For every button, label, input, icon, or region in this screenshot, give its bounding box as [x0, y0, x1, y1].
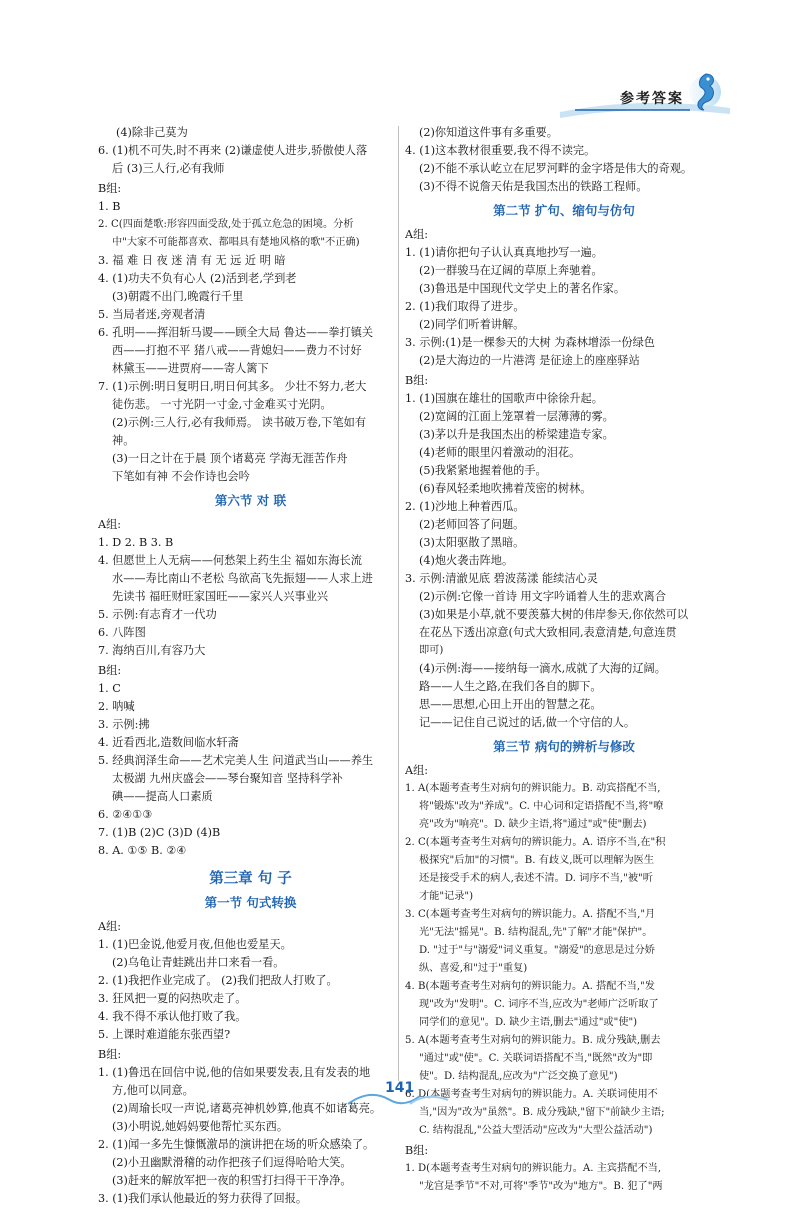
- answer-line: 思——思想,心田上开出的智慧之花。: [419, 698, 602, 711]
- answer-line: 同学们的意见"。D. 缺少主语,删去"通过"或"使"): [419, 1017, 638, 1028]
- answer-line: (5)我紧紧地握着他的手。: [419, 464, 547, 477]
- seahorse-icon: [688, 70, 718, 114]
- answer-line: 3. C(本题考查考生对病句的辨识能力。A. 搭配不当,"月: [405, 909, 656, 920]
- answer-line: 1. (1)鲁迅在回信中说,他的信如果要发表,且有发表的地: [98, 1066, 371, 1079]
- answer-line: (3)朝霞不出门,晚霞行千里: [112, 290, 244, 303]
- answer-line: 路——人生之路,在我们各自的脚下。: [419, 680, 602, 693]
- answer-line: 2. (1)我们取得了进步。: [405, 300, 525, 313]
- answer-line: 4. 我不得不承认他打败了我。: [98, 1010, 247, 1023]
- answer-line: 西——打抱不平 猪八戒——背媳妇——费力不讨好: [112, 344, 362, 357]
- section-heading: 第六节 对 联: [214, 493, 287, 508]
- answer-line: 太极湖 九州庆盛会——琴台聚知音 坚持科学补: [112, 772, 343, 785]
- answer-line: 5. 当局者迷,旁观者清: [98, 308, 206, 321]
- answer-line: (2)周瑜长叹一声说,诸葛亮神机妙算,他真不如诸葛亮。: [112, 1102, 382, 1115]
- group-label: B组:: [405, 374, 429, 387]
- answer-line: 2. (1)我把作业完成了。 (2)我们把敌人打败了。: [98, 974, 338, 987]
- answer-line: 当,"因为"改为"虽然"。B. 成分残缺,"留下"前缺少主语;: [419, 1107, 665, 1118]
- answer-line: C. 结构混乱,"公益大型活动"应改为"大型公益活动"): [419, 1125, 653, 1136]
- answer-line: 现"改为"发明"。C. 词序不当,应改为"老师广泛听取了: [419, 999, 659, 1010]
- answer-line: 6. 孔明——挥泪斩马谡——顾全大局 鲁达——拳打镇关: [98, 326, 374, 339]
- answer-line: 1. B: [98, 200, 121, 213]
- answer-line: 2. (1)沙地上种着西瓜。: [405, 500, 525, 513]
- answer-line: (3)一日之计在于晨 顶个诸葛亮 学海无涯苦作舟: [112, 452, 348, 465]
- answer-line: 6. (1)机不可失,时不再来 (2)谦虚使人进步,骄傲使人落: [98, 144, 368, 157]
- answer-line: 4. B(本题考查考生对病句的辨识能力。A. 搭配不当,"发: [405, 981, 655, 992]
- answer-line: (2)宽阔的江面上笼罩着一层薄薄的雾。: [419, 410, 614, 423]
- answer-line: 5. 经典润泽生命——艺术完美人生 问道武当山——养生: [98, 754, 374, 767]
- answer-line: 林黛玉——进贾府——寄人篱下: [112, 362, 269, 375]
- answer-line: 5. A(本题考查考生对病句的辨识能力。B. 成分残缺,删去: [405, 1035, 661, 1046]
- answer-line: (3)不得不说詹天佑是我国杰出的铁路工程师。: [419, 180, 648, 193]
- answer-line: 4. (1)这本教材很重要,我不得不读完。: [405, 144, 596, 157]
- answer-line: 将"锻炼"改为"养成"。C. 中心词和定语搭配不当,将"嘹: [419, 801, 664, 812]
- answer-line: 3. 福 难 日 夜 迷 清 有 无 远 近 明 暗: [98, 254, 286, 267]
- answer-line: (3)如果是小草,就不要羡慕大树的伟岸参天,你依然可以: [419, 608, 689, 621]
- answer-line: 光"无法"摇晃"。B. 结构混乱,先"了解"才能"保护"。: [419, 927, 653, 938]
- answer-line: 碘——提高人口素质: [112, 790, 213, 803]
- answer-line: (2)同学们听着讲解。: [419, 318, 525, 331]
- answer-line: 2. 呐喊: [98, 700, 135, 713]
- column-divider: [398, 126, 399, 1081]
- answer-line: 即可): [419, 645, 444, 656]
- answer-line: (3)鲁迅是中国现代文学史上的著名作家。: [419, 282, 626, 295]
- answer-line: (2)老师回答了问题。: [419, 518, 525, 531]
- answer-line: 7. (1)示例:明日复明日,明日何其多。 少壮不努力,老大: [98, 380, 367, 393]
- answer-line: 6. ②④①③: [98, 808, 153, 821]
- left-column: [98, 124, 403, 1208]
- answer-line: 1. D 2. B 3. B: [98, 536, 174, 549]
- answer-line: 3. 示例:清澈见底 碧波荡漾 能续洁心灵: [405, 572, 598, 585]
- answer-line: (2)示例:三人行,必有我师焉。 读书破万卷,下笔如有: [112, 416, 367, 429]
- right-column: [405, 124, 723, 1196]
- answer-line: (2)小丑幽默滑稽的动作把孩子们逗得哈哈大笑。: [112, 1156, 352, 1169]
- group-label: B组:: [405, 1144, 429, 1157]
- answer-line: (2)你知道这件事有多重要。: [419, 126, 558, 139]
- answer-line: 下笔如有神 不会作诗也会吟: [112, 470, 250, 483]
- answer-line: 3. 狂风把一夏的闷热吹走了。: [98, 992, 247, 1005]
- answer-line: (3)太阳驱散了黑暗。: [419, 536, 525, 549]
- answer-line: 3. 示例:(1)是一棵参天的大树 为森林增添一份绿色: [405, 336, 655, 349]
- chapter-heading: 第三章 句 子: [209, 871, 292, 887]
- answer-line: 1. A(本题考查考生对病句的辨识能力。B. 动宾搭配不当,: [405, 783, 661, 794]
- answer-line: "龙宫是季节"不对,可将"季节"改为"地方"。B. 犯了"两: [419, 1181, 663, 1192]
- answer-line: 4. (1)功夫不负有心人 (2)活到老,学到老: [98, 272, 297, 285]
- answer-line: 后 (3)三人行,必有我师: [112, 162, 225, 175]
- answer-line: 神。: [112, 434, 135, 447]
- answer-line: 才能"记录"): [419, 891, 474, 902]
- group-label: B组:: [98, 1048, 122, 1061]
- answer-line: 3. 示例:拂: [98, 718, 150, 731]
- answer-line: 2. (1)闻一多先生慷慨激昂的演讲把在场的听众感染了。: [98, 1138, 375, 1151]
- answer-line: (4)炮火袭击阵地。: [419, 554, 514, 567]
- answer-line: 7. 海纳百川,有容乃大: [98, 644, 206, 657]
- answer-line: 6. 八阵图: [98, 626, 146, 639]
- answer-line: (2)乌龟让青蛙跳出井口来看一看。: [112, 956, 285, 969]
- answer-line: 极探究"后加"的习惯"。B. 有歧义,既可以理解为医生: [419, 855, 655, 866]
- answer-line: 纵、喜爱,和"过于"重复): [419, 963, 528, 974]
- answer-line: 8. A. ①⑤ B. ②④: [98, 844, 187, 857]
- header-title: 参考答案: [620, 91, 684, 107]
- page-header: [0, 0, 800, 120]
- group-label: A组:: [405, 764, 429, 777]
- answer-line: (2)示例:它像一首诗 用文字吟诵着人生的悲欢离合: [419, 590, 666, 603]
- answer-line: 使"。D. 结构混乱,应改为"广泛交换了意见"): [419, 1071, 618, 1082]
- answer-line: 5. 示例:有志育才一代功: [98, 608, 217, 621]
- answer-line: 1. (1)请你把句子认认真真地抄写一遍。: [405, 246, 603, 259]
- answer-line: 徒伤悲。 一寸光阴一寸金,寸金难买寸光阴。: [112, 398, 332, 411]
- answer-line: 7. (1)B (2)C (3)D (4)B: [98, 826, 221, 839]
- answer-line: 方,他可以同意。: [112, 1084, 194, 1097]
- answer-line: (2)一群骏马在辽阔的草原上奔驰着。: [419, 264, 603, 277]
- answer-line: (4)示例:海——接纳每一滴水,成就了大海的辽阔。: [419, 662, 666, 675]
- answer-line: (4)老师的眼里闪着激动的泪花。: [419, 446, 581, 459]
- answer-line: (6)春风轻柔地吹拂着茂密的树林。: [419, 482, 592, 495]
- group-label: A组:: [98, 518, 122, 531]
- section-heading: 第二节 扩句、缩句与仿句: [493, 203, 635, 218]
- answer-line: (2)是大海边的一片港湾 是征途上的座座驿站: [419, 354, 640, 367]
- answer-line: 1. C: [98, 682, 121, 695]
- answer-line: 3. (1)我们承认他最近的努力获得了回报。: [98, 1192, 308, 1205]
- answer-line: (4)除非己莫为: [116, 126, 188, 139]
- answer-line: 5. 上课时难道能东张西望?: [98, 1028, 231, 1041]
- section-heading: 第一节 句式转换: [204, 895, 297, 910]
- answer-line: 1. (1)巴金说,他爱月夜,但他也爱星天。: [98, 938, 292, 951]
- answer-line: "通过"或"使"。C. 关联词语搭配不当,"既然"改为"即: [419, 1053, 653, 1064]
- answer-line: 6. D(本题考查考生对病句的辨识能力。A. 关联词使用不: [405, 1089, 658, 1100]
- answer-line: 中"大家不可能都喜欢、都唱具有楚地风格的歌"不正确): [112, 237, 360, 248]
- page-number: 141: [385, 1080, 415, 1096]
- answer-line: 在花丛下透出凉意(句式大致相同,表意清楚,句意连贯: [419, 626, 677, 639]
- answer-line: 先读书 福旺财旺家国旺——家兴人兴事业兴: [112, 590, 329, 603]
- group-label: B组:: [98, 664, 122, 677]
- answer-line: 亮"改为"响亮"。D. 缺少主语,将"通过"或"使"删去): [419, 819, 647, 830]
- group-label: A组:: [405, 228, 429, 241]
- answer-line: 4. 但愿世上人无病——何愁架上药生尘 福如东海长流: [98, 554, 362, 567]
- answer-line: 还是接受手术的病人,表述不清。D. 词序不当,"被"听: [419, 873, 653, 884]
- answer-line: 2. C(本题考查考生对病句的辨识能力。A. 语序不当,在"积: [405, 837, 666, 848]
- answer-line: D. "过于"与"溺爱"词义重复。"溺爱"的意思是过分娇: [419, 945, 655, 956]
- answer-line: (3)茅以升是我国杰出的桥梁建造专家。: [419, 428, 614, 441]
- section-heading: 第三节 病句的辨析与修改: [493, 739, 635, 754]
- group-label: B组:: [98, 182, 122, 195]
- answer-line: (3)小明说,她妈妈要他帮忙买东西。: [112, 1120, 289, 1133]
- answer-line: 4. 近看西北,造数间临水轩斋: [98, 736, 239, 749]
- answer-line: 2. C(四面楚歌:形容四面受敌,处于孤立危急的困境。分析: [98, 219, 354, 230]
- answer-line: (2)不能不承认屹立在尼罗河畔的金字塔是伟大的奇观。: [419, 162, 693, 175]
- answer-line: 1. (1)国旗在雄壮的国歌声中徐徐升起。: [405, 392, 603, 405]
- group-label: A组:: [98, 920, 122, 933]
- answer-line: 记——记住自己说过的话,做一个守信的人。: [419, 716, 636, 729]
- answer-line: (3)赶来的解放军把一夜的积雪打扫得干干净净。: [112, 1174, 352, 1187]
- answer-line: 水——寿比南山不老松 鸟欲高飞先振翅——人求上进: [112, 572, 373, 585]
- answer-line: 1. D(本题考查考生对病句的辨识能力。A. 主宾搭配不当,: [405, 1163, 662, 1174]
